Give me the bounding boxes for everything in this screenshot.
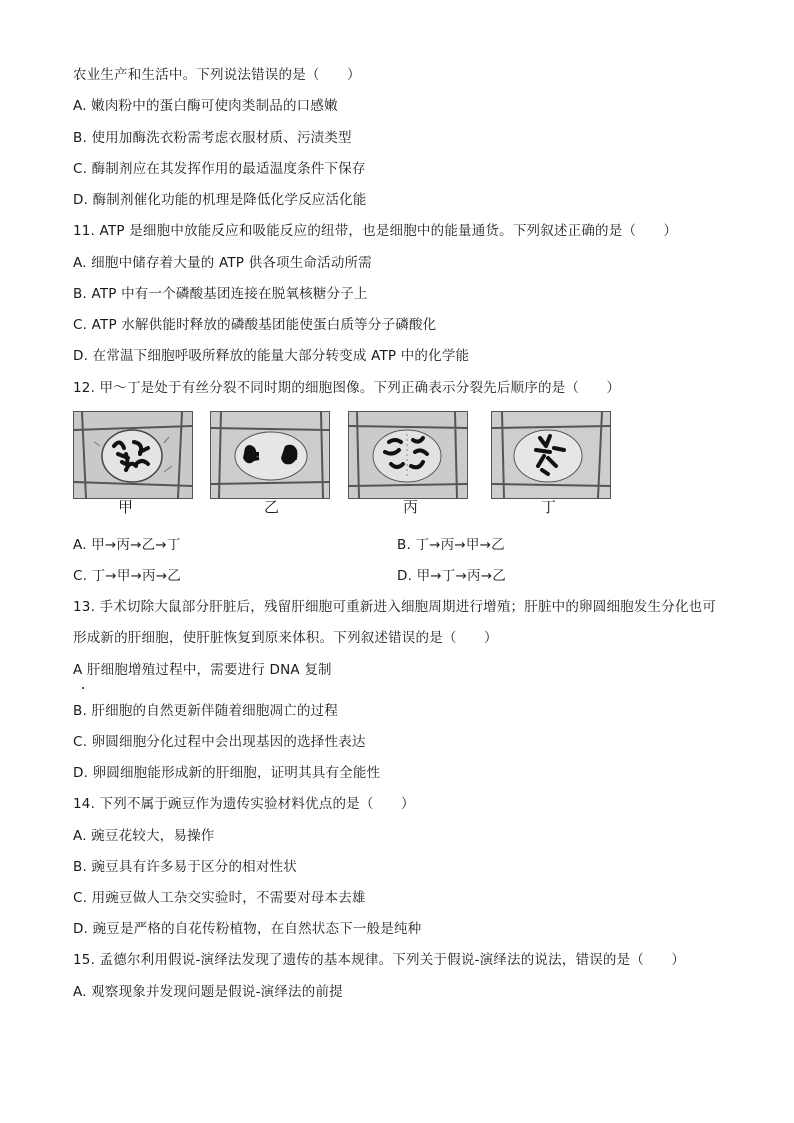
q13-option-a: A 肝细胞增殖过程中，需要进行 DNA 复制 <box>73 662 332 678</box>
q12-option-c: C. 丁→甲→丙→乙 <box>73 568 181 584</box>
q14-stem: 14. 下列不属于豌豆作为遗传实验材料优点的是（ ） <box>73 796 415 812</box>
q12-option-d: D. 甲→丁→丙→乙 <box>397 568 506 584</box>
q11-option-c: C. ATP 水解供能时释放的磷酸基团能使蛋白质等分子磷酸化 <box>73 317 437 333</box>
cell-image-yi <box>210 411 330 499</box>
stray-mark <box>82 687 84 689</box>
cell-image-bing <box>348 411 468 499</box>
caption-jia: 甲 <box>118 498 134 516</box>
q10-option-a: A. 嫩肉粉中的蛋白酶可使肉类制品的口感嫩 <box>73 98 338 114</box>
q14-option-c: C. 用豌豆做人工杂交实验时，不需要对母本去雄 <box>73 890 366 906</box>
cell-micrograph-anaphase <box>211 412 329 498</box>
q15-option-a: A. 观察现象并发现问题是假说-演绎法的前提 <box>73 984 343 1000</box>
cell-micrograph-metaphase-plate <box>492 412 610 498</box>
q10-option-c: C. 酶制剂应在其发挥作用的最适温度条件下保存 <box>73 161 366 177</box>
q14-option-b: B. 豌豆具有许多易于区分的相对性状 <box>73 859 297 875</box>
q10-option-b: B. 使用加酶洗衣粉需考虑衣服材质、污渍类型 <box>73 130 352 146</box>
q12-option-b: B. 丁→丙→甲→乙 <box>397 537 505 553</box>
q11-option-a: A. 细胞中储存着大量的 ATP 供各项生命活动所需 <box>73 255 372 271</box>
q13-option-d: D. 卵圆细胞能形成新的肝细胞，证明其具有全能性 <box>73 765 381 781</box>
q14-option-a: A. 豌豆花较大，易操作 <box>73 828 215 844</box>
cell-micrograph-prophase <box>74 412 192 498</box>
q15-stem: 15. 孟德尔利用假说-演绎法发现了遗传的基本规律。下列关于假说-演绎法的说法，错误的是（ ） <box>73 952 686 968</box>
q13-stem-line2: 形成新的肝细胞，使肝脏恢复到原来体积。下列叙述错误的是（ ） <box>73 630 498 646</box>
caption-ding: 丁 <box>541 498 557 516</box>
q10-stem-tail: 农业生产和生活中。下列说法错误的是（ ） <box>73 67 361 83</box>
q13-stem-line1: 13. 手术切除大鼠部分肝脏后，残留肝细胞可重新进入细胞周期进行增殖；肝脏中的卵圆细胞发生分化也可 <box>73 599 717 615</box>
cell-image-jia <box>73 411 193 499</box>
cell-micrograph-metaphase <box>349 412 467 498</box>
q11-option-d: D. 在常温下细胞呼吸所释放的能量大部分转变成 ATP 中的化学能 <box>73 348 470 364</box>
q12-option-a: A. 甲→丙→乙→丁 <box>73 537 181 553</box>
q13-option-b: B. 肝细胞的自然更新伴随着细胞凋亡的过程 <box>73 703 339 719</box>
q14-option-d: D. 豌豆是严格的自花传粉植物，在自然状态下一般是纯种 <box>73 921 422 937</box>
q11-option-b: B. ATP 中有一个磷酸基团连接在脱氧核糖分子上 <box>73 286 368 302</box>
cell-image-ding <box>491 411 611 499</box>
q13-option-c: C. 卵圆细胞分化过程中会出现基因的选择性表达 <box>73 734 366 750</box>
q11-stem: 11. ATP 是细胞中放能反应和吸能反应的纽带，也是细胞中的能量通货。下列叙述正确的是（ ） <box>73 223 678 239</box>
q12-stem: 12. 甲～丁是处于有丝分裂不同时期的细胞图像。下列正确表示分裂先后顺序的是（ ） <box>73 380 621 396</box>
caption-bing: 丙 <box>403 498 419 516</box>
q12-figure <box>73 411 613 501</box>
caption-yi: 乙 <box>264 498 280 516</box>
q10-option-d: D. 酶制剂催化功能的机理是降低化学反应活化能 <box>73 192 367 208</box>
